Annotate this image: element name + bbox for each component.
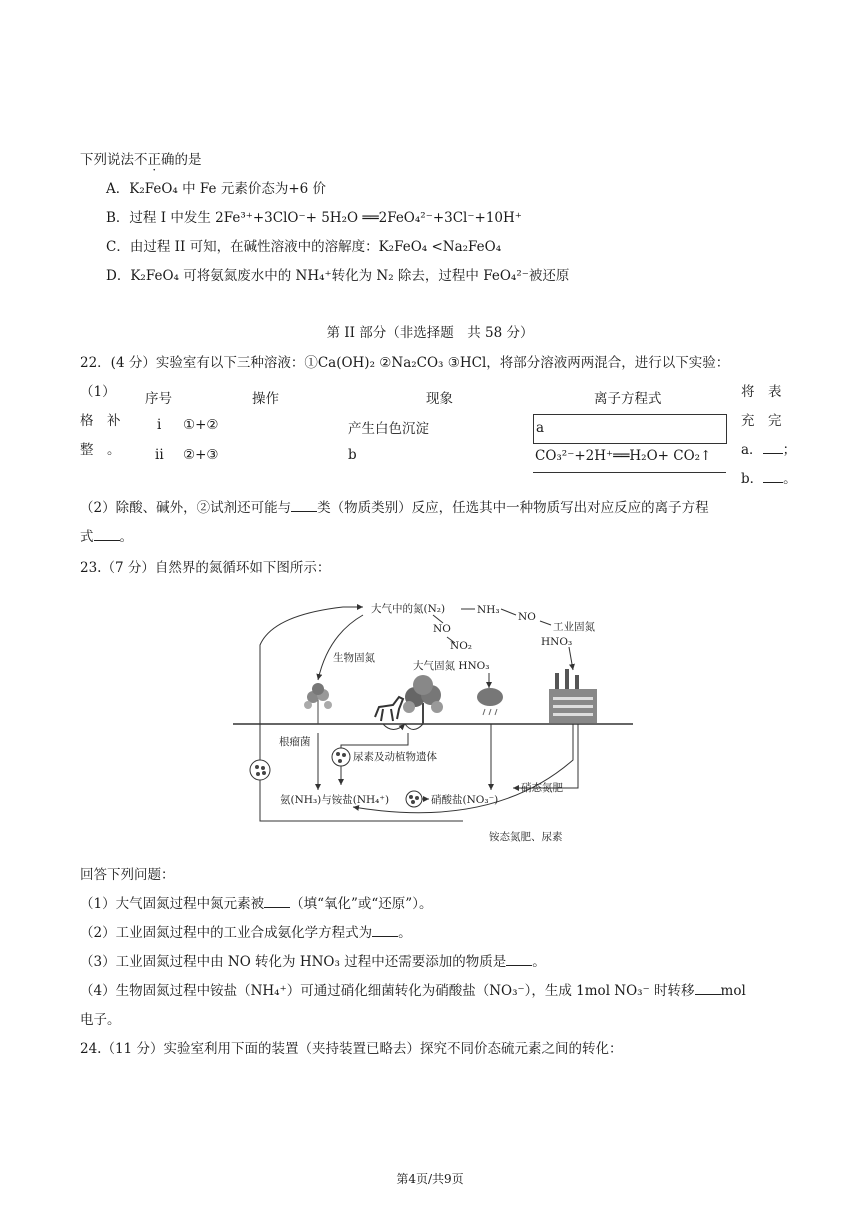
q22-sub1-left-3: 整 。 [80, 442, 121, 458]
q24-intro: 24.（11 分）实验室利用下面的装置（夹持装置已略去）探究不同价态硫元素之间的转化： [80, 1041, 623, 1057]
plant-icon [304, 683, 332, 724]
q22-blank-a: a． ； [741, 442, 797, 458]
tree-icon [403, 675, 443, 724]
table-row-2-eq: CO₃²⁻+2H⁺══H₂O+ CO₂↑ [535, 448, 712, 464]
q21-option-a: A．K₂FeO₄ 中 Fe 元素价态为+6 价 [106, 181, 327, 197]
table-header-eq: 离子方程式 [594, 391, 662, 407]
label-industrial: 工业固氮 [553, 621, 595, 633]
label-ammonium-fert: 铵态氮肥、尿素 [489, 831, 563, 843]
table-row-2-op: ②+③ [183, 447, 219, 463]
nitrogen-cycle-diagram [233, 585, 633, 850]
label-nh3: NH₃ [477, 604, 500, 616]
table-row-2-phen: b [348, 447, 357, 463]
q22-sub1-left-1: （1） [80, 384, 116, 400]
q23-p3: （3）工业固氮过程中由 NO 转化为 HNO₃ 过程中还需要添加的物质是 。 [80, 954, 546, 970]
arrow-loop-left [260, 607, 463, 821]
q22-intro: 22．(4 分）实验室有以下三种溶液：①Ca(OH)₂ ②Na₂CO₃ ③HCl，将部分溶液两两混合，进行以下实验： [80, 355, 730, 371]
q21-option-c: C．由过程 II 可知，在碱性溶液中的溶解度：K₂FeO₄ <Na₂FeO₄ [106, 239, 502, 255]
label-bio: 生物固氮 [333, 652, 375, 664]
q22-sub1-left-2: 格 补 [80, 413, 121, 429]
arrow-hno3-factory [569, 647, 573, 670]
arrow-horse-down [383, 724, 405, 730]
q23-p2: （2）工业固氮过程中的工业合成氨化学方程式为 。 [80, 925, 412, 941]
q23-answer-prompt: 回答下列问题： [80, 867, 175, 883]
bacteria-icon-center [332, 748, 350, 766]
bacteria-icon-left [250, 760, 270, 780]
table-header-phen: 现象 [426, 391, 453, 407]
q23-p4: （4）生物固氮过程中铵盐（NH₄⁺）可通过硝化细菌转化为硝酸盐（NO₃⁻），生成 1mol NO₃⁻ 时转移 mol [80, 983, 746, 999]
q22-sub2-line1: （2）除酸、碱外，②试剂还可能与 类（物质类别）反应，任选其中一种物质写出对应反应的离子方程 [80, 500, 709, 516]
answer-underline [533, 472, 726, 473]
answer-box-a [533, 414, 727, 444]
horse-icon [375, 697, 403, 721]
arrow-nitrate-fert [513, 724, 578, 788]
q23-intro: 23.（7 分）自然界的氮循环如下图所示： [80, 560, 331, 576]
table-row-1-op: ①+② [183, 417, 219, 433]
q22-sub2-line2: 式 。 [80, 529, 133, 545]
line-nh3-no [501, 609, 516, 615]
arrow-tree-down [405, 724, 423, 730]
table-row-1-no: i [157, 417, 162, 433]
label-atm-n2: 大气中的氮(N₂) [371, 603, 446, 615]
line-no-ind [540, 621, 551, 625]
q23-p4-line2: 电子。 [80, 1012, 121, 1028]
label-no-right: NO [518, 611, 536, 623]
bacteria-icon-nitrify [406, 791, 422, 807]
rain-cloud-icon [477, 688, 503, 715]
label-nitrate-fert: 硝态氮肥 [521, 782, 563, 794]
line-n2-no [433, 615, 443, 623]
table-row-1-phen: 产生白色沉淀 [348, 421, 429, 437]
q22-sub1-right-2: 充 完 [741, 413, 782, 429]
q21-option-d: D．K₂FeO₄ 可将氨氮废水中的 NH₄⁺转化为 N₂ 除去，过程中 FeO₄²⁻被还原 [106, 268, 570, 284]
arrow-bio-fixation [318, 615, 363, 680]
part2-title: 第 II 部分（非选择题 共 58 分） [326, 325, 534, 341]
label-urea-remains: 尿素及动植物遗体 [353, 751, 437, 763]
q22-sub1-right-1: 将 表 [741, 384, 782, 400]
q21-stem: 下列说法不正确的是 [80, 152, 202, 168]
factory-icon [549, 669, 597, 723]
label-atm-fix: 大气固氮 HNO₃ [413, 660, 490, 672]
q21-option-b: B．过程 I 中发生 2Fe³⁺+3ClO⁻+ 5H₂O ══2FeO₄²⁻+3Cl⁻+10H⁺ [106, 210, 522, 226]
label-hno3-right: HNO₃ [541, 636, 573, 648]
label-nitrate: 硝酸盐(NO₃⁻) [431, 794, 499, 806]
table-header-op: 操作 [252, 391, 279, 407]
page-footer: 第4页/共9页 [396, 1172, 464, 1186]
table-row-1-eq: a [536, 420, 545, 436]
table-row-2-no: ii [155, 447, 164, 463]
label-no2: NO₂ [450, 640, 473, 652]
table-header-no: 序号 [145, 391, 172, 407]
label-root: 根瘤菌 [279, 736, 311, 748]
q22-blank-b: b． 。 [741, 471, 797, 487]
label-ammonia-salt: 氨(NH₃)与铵盐(NH₄⁺) [280, 794, 390, 806]
q23-p1: （1）大气固氮过程中氮元素被 （填“氧化”或“还原”）。 [80, 896, 433, 912]
label-no-left: NO [433, 623, 451, 635]
